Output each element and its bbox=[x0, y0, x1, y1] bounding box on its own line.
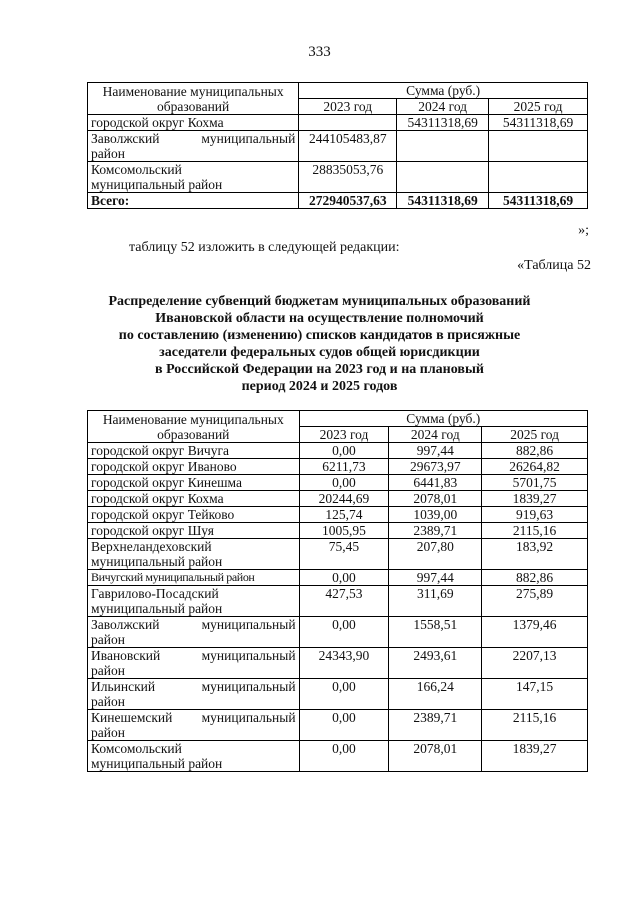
table-row bbox=[88, 443, 588, 459]
title-line: Распределение субвенций бюджетам муниципальных образований bbox=[108, 294, 531, 309]
value-2023: 0,00 bbox=[299, 443, 389, 459]
table-row bbox=[88, 648, 588, 679]
table-row bbox=[88, 162, 588, 193]
closing-quote: »; bbox=[578, 223, 589, 238]
table-row bbox=[88, 491, 588, 507]
value-2024: 6441,83 bbox=[389, 475, 482, 491]
municipality-name: городской округ Кохма bbox=[88, 115, 299, 131]
municipality-name: Верхнеландеховский муниципальный район bbox=[88, 539, 300, 570]
value-2023: 0,00 bbox=[299, 617, 389, 648]
value-2024: 2493,61 bbox=[389, 648, 482, 679]
municipality-name: городской округ Шуя bbox=[88, 523, 300, 539]
allocation-table-52 bbox=[87, 410, 588, 772]
municipality-name: городской округ Иваново bbox=[88, 459, 300, 475]
municipality-name: городской округ Тейково bbox=[88, 507, 300, 523]
value-2023: 0,00 bbox=[299, 710, 389, 741]
value-2024: 997,44 bbox=[389, 443, 482, 459]
value-2025: 54311318,69 bbox=[489, 115, 588, 131]
municipality-name: Вичугский муниципальный район bbox=[88, 570, 300, 586]
table-label: «Таблица 52 bbox=[517, 258, 591, 273]
table-row bbox=[88, 586, 588, 617]
value-2023: 0,00 bbox=[299, 475, 389, 491]
year-header: 2024 год bbox=[397, 99, 489, 115]
table-row bbox=[88, 507, 588, 523]
value-2025: 26264,82 bbox=[482, 459, 588, 475]
value-2023 bbox=[299, 115, 397, 131]
value-2023: 28835053,76 bbox=[299, 162, 397, 193]
year-header: 2025 год bbox=[482, 427, 588, 443]
value-2025: 275,89 bbox=[482, 586, 588, 617]
amendment-instruction: таблицу 52 изложить в следующей редакции: bbox=[129, 240, 400, 255]
column-header-name: Наименование муниципальных образований bbox=[88, 83, 299, 115]
value-2023: 0,00 bbox=[299, 679, 389, 710]
page-number: 333 bbox=[308, 44, 331, 60]
municipality-name: Заволжский муниципальный район bbox=[88, 617, 300, 648]
value-2023: 125,74 bbox=[299, 507, 389, 523]
allocation-table-1 bbox=[87, 82, 588, 209]
value-2023: 0,00 bbox=[299, 741, 389, 772]
value-2024: 54311318,69 bbox=[397, 115, 489, 131]
column-header-sum: Сумма (руб.) bbox=[299, 83, 588, 99]
value-2024: 207,80 bbox=[389, 539, 482, 570]
municipality-name: Комсомольский муниципальный район bbox=[88, 741, 300, 772]
value-2023: 75,45 bbox=[299, 539, 389, 570]
value-2025: 882,86 bbox=[482, 443, 588, 459]
value-2023: 24343,90 bbox=[299, 648, 389, 679]
title-line: в Российской Федерации на 2023 год и на плановый bbox=[155, 362, 484, 377]
title-line: Ивановской области на осуществление полномочий bbox=[155, 311, 484, 326]
value-2024: 29673,97 bbox=[389, 459, 482, 475]
municipality-name: Кинешемский муниципальный район bbox=[88, 710, 300, 741]
municipality-name: Ивановский муниципальный район bbox=[88, 648, 300, 679]
total-2025: 54311318,69 bbox=[489, 193, 588, 209]
value-2025: 1379,46 bbox=[482, 617, 588, 648]
table-row bbox=[88, 679, 588, 710]
value-2025: 2115,16 bbox=[482, 523, 588, 539]
value-2023: 20244,69 bbox=[299, 491, 389, 507]
value-2024 bbox=[397, 162, 489, 193]
value-2023: 0,00 bbox=[299, 570, 389, 586]
municipality-name: городской округ Кохма bbox=[88, 491, 300, 507]
value-2025: 183,92 bbox=[482, 539, 588, 570]
table-row bbox=[88, 741, 588, 772]
municipality-name: Комсомольский муниципальный район bbox=[88, 162, 299, 193]
value-2025 bbox=[489, 131, 588, 162]
year-header: 2023 год bbox=[299, 99, 397, 115]
value-2024: 1558,51 bbox=[389, 617, 482, 648]
value-2023: 1005,95 bbox=[299, 523, 389, 539]
value-2025 bbox=[489, 162, 588, 193]
value-2024: 1039,00 bbox=[389, 507, 482, 523]
value-2025: 5701,75 bbox=[482, 475, 588, 491]
municipality-name: Заволжский муниципальный район bbox=[88, 131, 299, 162]
value-2023: 427,53 bbox=[299, 586, 389, 617]
value-2025: 2207,13 bbox=[482, 648, 588, 679]
total-2023: 272940537,63 bbox=[299, 193, 397, 209]
municipality-name: городской округ Кинешма bbox=[88, 475, 300, 491]
table-row bbox=[88, 131, 588, 162]
table-row bbox=[88, 570, 588, 586]
value-2024 bbox=[397, 131, 489, 162]
value-2025: 1839,27 bbox=[482, 491, 588, 507]
year-header: 2023 год bbox=[299, 427, 389, 443]
table-row bbox=[88, 115, 588, 131]
document-title bbox=[0, 293, 639, 395]
total-row bbox=[88, 193, 588, 209]
value-2024: 997,44 bbox=[389, 570, 482, 586]
value-2024: 2389,71 bbox=[389, 523, 482, 539]
title-line: заседатели федеральных судов общей юрисдикции bbox=[159, 345, 480, 360]
year-header: 2025 год bbox=[489, 99, 588, 115]
value-2023: 6211,73 bbox=[299, 459, 389, 475]
value-2025: 1839,27 bbox=[482, 741, 588, 772]
municipality-name: Ильинский муниципальный район bbox=[88, 679, 300, 710]
title-line: период 2024 и 2025 годов bbox=[241, 379, 398, 394]
value-2024: 311,69 bbox=[389, 586, 482, 617]
municipality-name: Гаврилово-Посадский муниципальный район bbox=[88, 586, 300, 617]
title-line: по составлению (изменению) списков кандидатов в присяжные bbox=[118, 328, 521, 343]
table-header-row bbox=[88, 83, 588, 99]
value-2024: 166,24 bbox=[389, 679, 482, 710]
total-label: Всего: bbox=[88, 193, 299, 209]
table-row bbox=[88, 710, 588, 741]
municipality-name: городской округ Вичуга bbox=[88, 443, 300, 459]
value-2024: 2078,01 bbox=[389, 741, 482, 772]
total-2024: 54311318,69 bbox=[397, 193, 489, 209]
column-header-name: Наименование муниципальных образований bbox=[88, 411, 300, 443]
table-row bbox=[88, 539, 588, 570]
year-header: 2024 год bbox=[389, 427, 482, 443]
table-row bbox=[88, 523, 588, 539]
table-body bbox=[88, 443, 588, 772]
value-2025: 919,63 bbox=[482, 507, 588, 523]
table-row bbox=[88, 475, 588, 491]
value-2025: 2115,16 bbox=[482, 710, 588, 741]
value-2024: 2078,01 bbox=[389, 491, 482, 507]
table-row bbox=[88, 617, 588, 648]
column-header-sum: Сумма (руб.) bbox=[299, 411, 587, 427]
value-2025: 882,86 bbox=[482, 570, 588, 586]
value-2024: 2389,71 bbox=[389, 710, 482, 741]
table-row bbox=[88, 459, 588, 475]
value-2023: 244105483,87 bbox=[299, 131, 397, 162]
value-2025: 147,15 bbox=[482, 679, 588, 710]
table-header-row bbox=[88, 411, 588, 427]
